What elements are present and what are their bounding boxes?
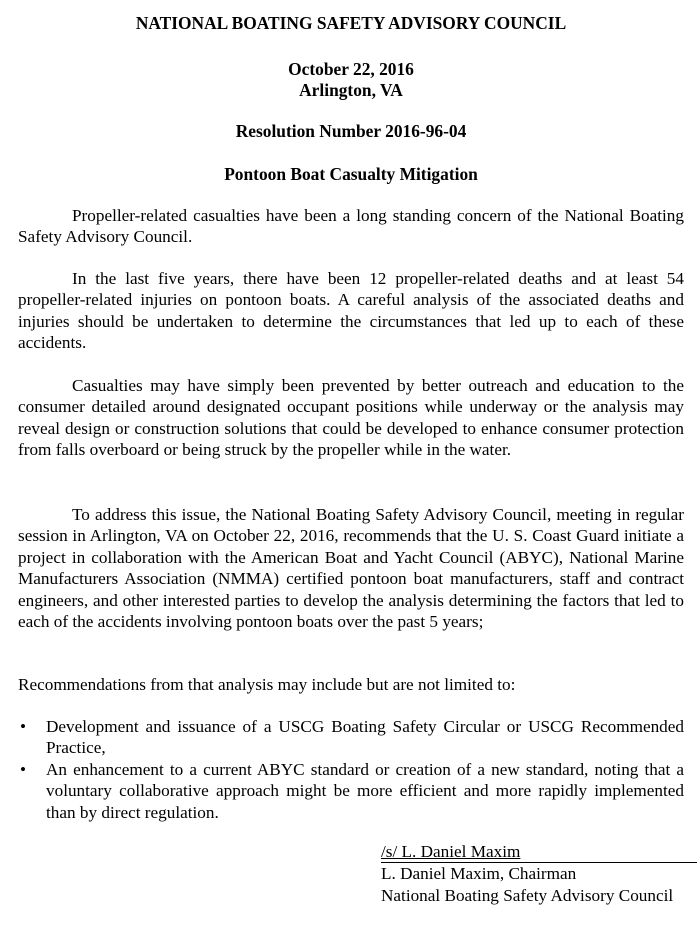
resolution-subject: Pontoon Boat Casualty Mitigation — [224, 164, 478, 184]
signature-line: /s/ L. Daniel Maxim — [381, 841, 697, 863]
signer-name-title: L. Daniel Maxim, Chairman — [381, 864, 577, 884]
signer-organization: National Boating Safety Advisory Council — [381, 885, 674, 905]
list-item — [18, 716, 684, 759]
bullet-icon: • — [20, 717, 27, 736]
signature-block — [381, 841, 700, 906]
resolution-location: Arlington, VA — [299, 80, 403, 100]
recommendations-list — [18, 716, 684, 823]
paragraph-3: Casualties may have simply been prevented by better outreach and education to the consumer detailed around designated occupant positions while underway or the analysis may reveal design or construction solutions that could be developed to enhance consumer protection from falls overboard or being struck by the propeller while in the water. — [18, 376, 684, 460]
bullet-icon: • — [20, 759, 27, 779]
organization-title: NATIONAL BOATING SAFETY ADVISORY COUNCIL — [135, 13, 567, 33]
paragraph-4: To address this issue, the National Boating Safety Advisory Council, meeting in regular session in Arlington, VA on October 22, 2016, recommends that the U. S. Coast Guard initiate a project in collaboration with the American Boat and Yacht Council (ABYC), National Marine Manufacturers Association (NMMA) certified pontoon boat manufacturers, staff and contract engineers, and other interested parties to develop the analysis determining the factors that led to each of the accidents involving pontoon boats over the past 5 years; — [18, 505, 684, 632]
paragraph-1: Propeller-related casualties have been a long standing concern of the National Boating Safety Advisory Council. — [18, 206, 684, 247]
list-item — [18, 759, 684, 823]
resolution-date: October 22, 2016 — [288, 59, 414, 79]
paragraph-2: In the last five years, there have been 12 propeller-related deaths and at least 54 propeller-related injuries on pontoon boats. A careful analysis of the associated deaths and injuries should be undertaken to determine the circumstances that led up to each of these accidents. — [18, 269, 684, 353]
recommendations-intro: Recommendations from that analysis may include but are not limited to: — [18, 675, 516, 694]
list-item-text: Development and issuance of a USCG Boating Safety Circular or USCG Recommended Practice, — [46, 717, 684, 758]
resolution-number: Resolution Number 2016-96-04 — [235, 121, 467, 141]
list-item-text: An enhancement to a current ABYC standard or creation of a new standard, noting that a voluntary collaborative approach might be more efficient and more rapidly implemented than by direct regulation. — [46, 759, 684, 822]
